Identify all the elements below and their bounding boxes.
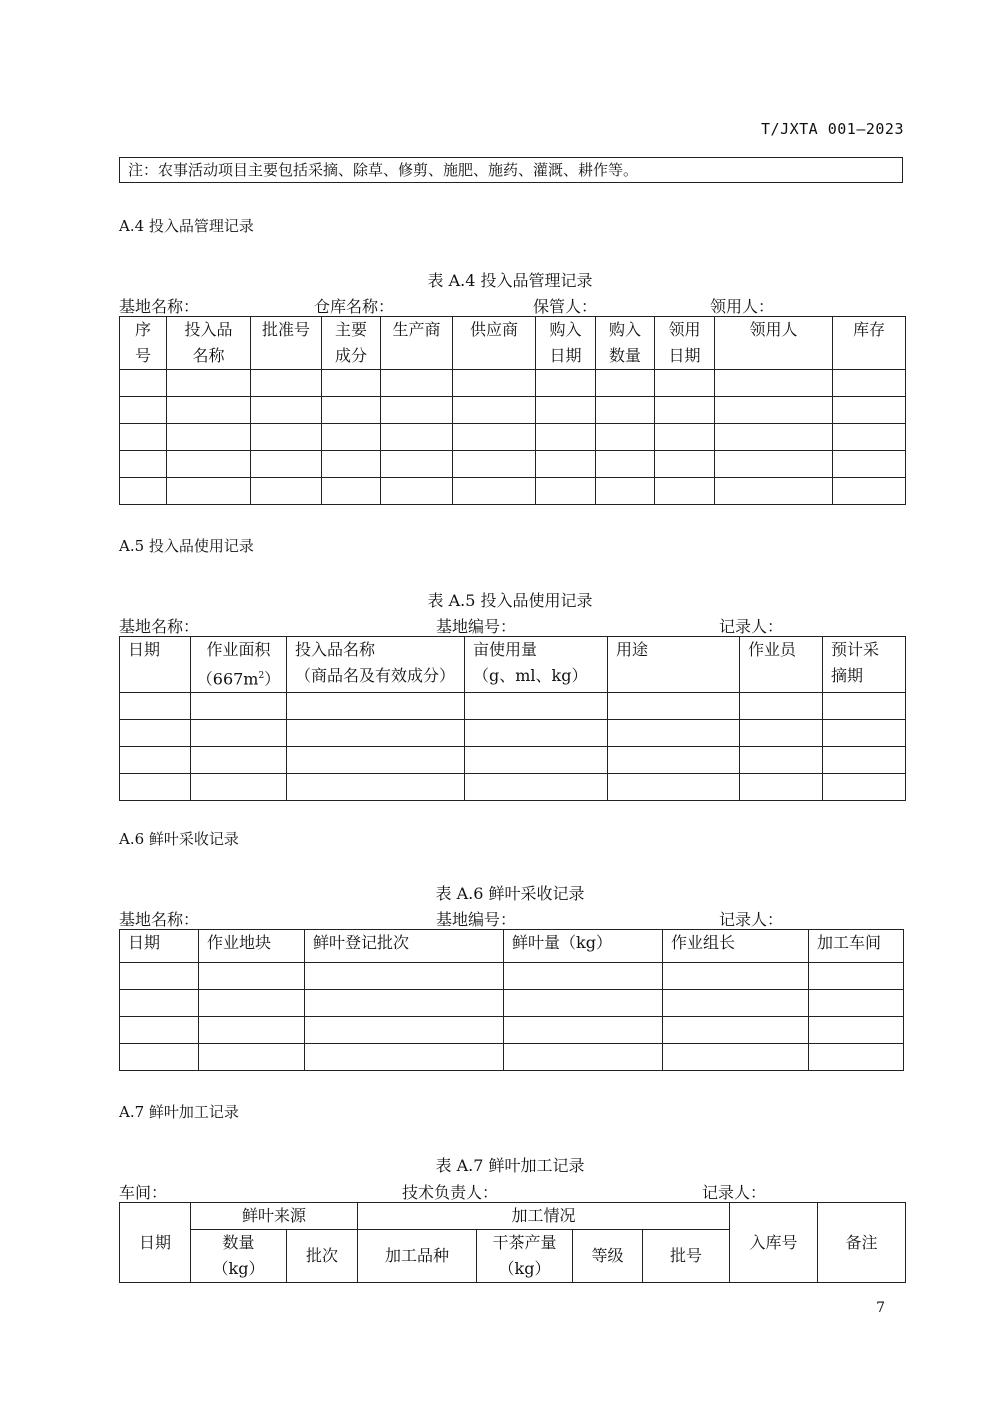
table-cell — [381, 370, 453, 397]
table-cell — [740, 720, 823, 747]
header-cell: 领用 日期 — [655, 317, 715, 370]
table-cell — [251, 370, 322, 397]
table-cell — [655, 451, 715, 478]
table-cell — [287, 720, 465, 747]
table-cell — [740, 747, 823, 774]
header-row — [120, 930, 904, 963]
header-row — [120, 637, 906, 693]
table-cell — [740, 693, 823, 720]
meta-field: 记录人： — [719, 617, 784, 636]
header-cell: 供应商 — [453, 317, 536, 370]
table-cell — [655, 397, 715, 424]
section-heading-a7: A.7 鲜叶加工记录 — [119, 1103, 239, 1121]
section-heading-a5: A.5 投入品使用记录 — [119, 537, 254, 555]
table-cell — [322, 451, 381, 478]
table-cell — [120, 720, 191, 747]
table-cell — [809, 1017, 904, 1044]
table-cell — [833, 478, 906, 505]
header-cell: 投入品名称 （商品名及有效成分） — [287, 637, 465, 693]
table-cell — [504, 990, 663, 1017]
header-cell: 主要 成分 — [322, 317, 381, 370]
table-cell — [120, 1044, 199, 1071]
table-cell — [655, 370, 715, 397]
table-cell — [663, 990, 809, 1017]
table-cell — [809, 1044, 904, 1071]
table-cell — [167, 451, 251, 478]
header-cell: 日期 — [120, 930, 199, 963]
table-cell — [715, 424, 833, 451]
empty-rows — [120, 370, 906, 505]
header-cell: 作业面积 $(667m^2)$ — [191, 637, 287, 693]
table-row — [120, 693, 906, 720]
header-cell: 购入 数量 — [596, 317, 655, 370]
table-cell — [167, 478, 251, 505]
header-cell: 鲜叶量（kg） — [504, 930, 663, 963]
table-row — [120, 747, 906, 774]
table-cell — [536, 478, 596, 505]
meta-field: 基地名称： — [119, 297, 200, 316]
table-cell — [715, 397, 833, 424]
table-row — [120, 424, 906, 451]
table-cell — [381, 451, 453, 478]
header-cell: 加工品种 — [358, 1230, 477, 1283]
header-cell: 干茶产量 （kg） — [477, 1230, 573, 1283]
table-cell — [663, 1044, 809, 1071]
table-cell — [251, 397, 322, 424]
table-meta-a7 — [119, 1180, 904, 1200]
table-row — [120, 370, 906, 397]
table-row — [120, 478, 906, 505]
table-cell — [381, 397, 453, 424]
header-cell-date: 日期 — [120, 1203, 191, 1283]
table-cell — [287, 774, 465, 801]
table-row — [120, 720, 906, 747]
table-cell — [833, 451, 906, 478]
meta-field: 记录人： — [719, 910, 784, 929]
table-cell — [453, 424, 536, 451]
header-cell: 预计采 摘期 — [823, 637, 906, 693]
header-cell: 序 号 — [120, 317, 167, 370]
table-cell — [596, 370, 655, 397]
table-cell — [823, 720, 906, 747]
header-row — [120, 317, 906, 370]
table-cell — [823, 774, 906, 801]
page-number: 7 — [876, 1300, 885, 1316]
document-code: T/JXTA 001—2023 — [761, 120, 904, 138]
table-cell — [251, 478, 322, 505]
table-row — [120, 963, 904, 990]
table-cell — [453, 397, 536, 424]
table-cell — [453, 370, 536, 397]
header-cell-fresh-leaf-source: 鲜叶来源 — [191, 1203, 358, 1230]
table-cell — [663, 1017, 809, 1044]
table-cell — [833, 370, 906, 397]
meta-field: 基地名称： — [119, 910, 200, 929]
table-cell — [120, 1017, 199, 1044]
table-cell — [191, 747, 287, 774]
meta-field: 基地编号： — [436, 617, 517, 636]
table-cell — [596, 397, 655, 424]
table-meta-a4 — [119, 294, 904, 314]
section-heading-a6: A.6 鲜叶采收记录 — [119, 830, 239, 848]
meta-field: 车间： — [119, 1183, 168, 1202]
table-cell — [199, 963, 305, 990]
table-row — [120, 397, 906, 424]
table-cell — [833, 397, 906, 424]
header-cell: 作业组长 — [663, 930, 809, 963]
section-heading-a4: A.4 投入品管理记录 — [119, 217, 254, 235]
table-cell — [322, 424, 381, 451]
meta-field: 记录人： — [702, 1183, 767, 1202]
table-cell — [191, 720, 287, 747]
table-cell — [465, 693, 608, 720]
table-cell — [120, 397, 167, 424]
header-cell: 日期 — [120, 637, 191, 693]
empty-rows — [120, 693, 906, 801]
table-cell — [596, 424, 655, 451]
table-cell — [655, 424, 715, 451]
meta-field: 技术负责人： — [402, 1183, 499, 1202]
table-cell — [199, 990, 305, 1017]
header-cell-processing: 加工情况 — [358, 1203, 730, 1230]
table-cell — [465, 774, 608, 801]
table-cell — [823, 747, 906, 774]
table-cell — [504, 963, 663, 990]
header-cell: 作业地块 — [199, 930, 305, 963]
table-cell — [251, 424, 322, 451]
header-cell-warehouse-no: 入库号 — [730, 1203, 818, 1283]
header-cell: 生产商 — [381, 317, 453, 370]
table-cell — [287, 693, 465, 720]
table-cell — [251, 451, 322, 478]
meta-field: 仓库名称： — [314, 297, 395, 316]
table-cell — [740, 774, 823, 801]
table-a5 — [119, 636, 906, 801]
table-cell — [504, 1044, 663, 1071]
meta-field: 基地编号： — [436, 910, 517, 929]
header-cell: 鲜叶登记批次 — [305, 930, 504, 963]
table-cell — [465, 720, 608, 747]
table-a6 — [119, 929, 904, 1071]
header-cell: 批准号 — [251, 317, 322, 370]
table-cell — [120, 451, 167, 478]
table-row — [120, 1044, 904, 1071]
table-cell — [191, 693, 287, 720]
meta-field: 基地名称： — [119, 617, 200, 636]
table-cell — [120, 774, 191, 801]
table-cell — [120, 693, 191, 720]
table-cell — [453, 478, 536, 505]
table-cell — [536, 451, 596, 478]
header-cell-remarks: 备注 — [818, 1203, 906, 1283]
table-a4 — [119, 316, 906, 505]
table-caption-a6: 表 A.6 鲜叶采收记录 — [435, 884, 585, 903]
table-caption-a7: 表 A.7 鲜叶加工记录 — [435, 1156, 585, 1175]
table-cell — [305, 990, 504, 1017]
table-cell — [381, 424, 453, 451]
table-cell — [536, 424, 596, 451]
table-row — [120, 774, 906, 801]
header-cell: 批号 — [643, 1230, 730, 1283]
table-meta-a6 — [119, 907, 904, 927]
table-cell — [120, 990, 199, 1017]
table-cell — [715, 478, 833, 505]
table-cell — [809, 990, 904, 1017]
table-cell — [167, 370, 251, 397]
table-cell — [608, 720, 740, 747]
header-cell: 作业员 — [740, 637, 823, 693]
table-cell — [608, 747, 740, 774]
table-row — [120, 1017, 904, 1044]
table-caption-a4: 表 A.4 投入品管理记录 — [427, 271, 593, 290]
header-cell: 库存 — [833, 317, 906, 370]
table-cell — [465, 747, 608, 774]
table-cell — [536, 370, 596, 397]
header-cell: 领用人 — [715, 317, 833, 370]
table-cell — [120, 963, 199, 990]
empty-rows — [120, 963, 904, 1071]
table-cell — [191, 774, 287, 801]
header-cell: 购入 日期 — [536, 317, 596, 370]
table-cell — [322, 397, 381, 424]
table-cell — [322, 478, 381, 505]
table-row — [120, 451, 906, 478]
table-cell — [536, 397, 596, 424]
table-cell — [305, 963, 504, 990]
table-cell — [596, 451, 655, 478]
table-cell — [453, 451, 536, 478]
header-row — [120, 1203, 906, 1230]
header-cell: 数量 （kg） — [191, 1230, 287, 1283]
meta-field: 保管人： — [533, 297, 598, 316]
table-cell — [322, 370, 381, 397]
table-a7 — [119, 1202, 906, 1283]
header-cell: 加工车间 — [809, 930, 904, 963]
table-cell — [167, 397, 251, 424]
table-cell — [715, 451, 833, 478]
table-cell — [305, 1044, 504, 1071]
table-cell — [287, 747, 465, 774]
table-cell — [199, 1044, 305, 1071]
table-cell — [120, 424, 167, 451]
table-cell — [608, 774, 740, 801]
table-cell — [120, 370, 167, 397]
table-cell — [120, 478, 167, 505]
header-cell: 批次 — [287, 1230, 358, 1283]
table-cell — [305, 1017, 504, 1044]
table-cell — [809, 963, 904, 990]
table-cell — [167, 424, 251, 451]
note-box: 注：农事活动项目主要包括采摘、除草、修剪、施肥、施药、灌溉、耕作等。 — [119, 157, 903, 183]
table-meta-a5 — [119, 614, 904, 634]
table-cell — [596, 478, 655, 505]
meta-field: 领用人： — [710, 297, 775, 316]
table-cell — [199, 1017, 305, 1044]
table-cell — [715, 370, 833, 397]
table-cell — [823, 693, 906, 720]
table-cell — [608, 693, 740, 720]
table-caption-a5: 表 A.5 投入品使用记录 — [427, 591, 593, 610]
table-cell — [381, 478, 453, 505]
header-cell: 投入品 名称 — [167, 317, 251, 370]
table-cell — [833, 424, 906, 451]
header-cell: 等级 — [573, 1230, 643, 1283]
table-cell — [663, 963, 809, 990]
header-cell: 用途 — [608, 637, 740, 693]
table-cell — [120, 747, 191, 774]
table-row — [120, 990, 904, 1017]
table-cell — [504, 1017, 663, 1044]
header-cell: 亩使用量 （g、ml、kg） — [465, 637, 608, 693]
table-cell — [655, 478, 715, 505]
